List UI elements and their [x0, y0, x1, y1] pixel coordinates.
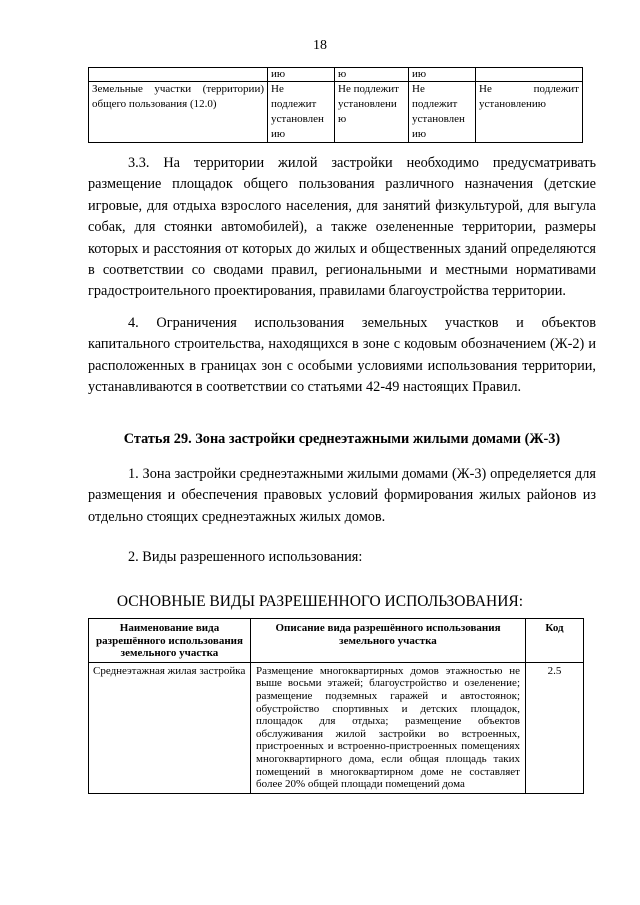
table-cell — [89, 68, 268, 82]
paragraph-4: 4. Ограничения использования земельных участков и объектов капитального строительства, находящихся в зоне с кодовым обозначением (Ж-2) и расположенных в границах зон с особыми условиями использования территории, устанавливаются в соответствии со статьями 42-49 настоящих Правил. — [88, 315, 596, 396]
header-code: Код — [526, 619, 584, 663]
table-cell — [476, 68, 583, 82]
uses-table — [88, 618, 584, 794]
table-cell: Не подлежит установлен ию — [409, 82, 476, 143]
continued-table — [88, 67, 583, 143]
table-cell: Не подлежит установлен ию — [268, 82, 335, 143]
paragraph-1: 1. Зона застройки среднеэтажными жилыми домами (Ж-3) определяется для размещения и обеспечения правовых условий формирования жилых районов из отдельно стоящих среднеэтажных жилых домов. — [88, 466, 596, 525]
table-cell: Не подлежит установлени ю — [335, 82, 409, 143]
header-name: Наименование вида разрешённого использования земельного участка — [89, 619, 251, 663]
page-number: 18 — [313, 38, 327, 53]
table-cell-name: Земельные участки (территории) общего пользования (12.0) — [89, 82, 268, 143]
table-row — [89, 82, 583, 143]
table-cell: Не подлежит установлению — [476, 82, 583, 143]
use-code: 2.5 — [526, 662, 584, 793]
table-cell: ию — [268, 68, 335, 82]
table-header-row — [89, 619, 584, 663]
table-row — [89, 68, 583, 82]
paragraph-2: 2. Виды разрешенного использования: — [128, 549, 363, 565]
table-cell: ю — [335, 68, 409, 82]
article-heading: Статья 29. Зона застройки среднеэтажными жилыми домами (Ж-3) — [123, 431, 561, 447]
section-title: ОСНОВНЫЕ ВИДЫ РАЗРЕШЕННОГО ИСПОЛЬЗОВАНИЯ: — [116, 593, 524, 610]
header-description: Описание вида разрешённого использования земельного участка — [251, 619, 526, 663]
paragraph-3-3: 3.3. На территории жилой застройки необходимо предусматривать размещение площадок общего пользования различного назначения (детские игровые, для отдыха взрослого населения, для занятий физкультурой, для выгула собак, для стоянки автомобилей), а также озелененные территории, размеры которых и расстояния от которых до жилых и общественных зданий определяются в соответствии со сводами правил, региональными и местными нормативами градостроительного проектирования, правилами благоустройства территории. — [88, 155, 596, 300]
use-description: Размещение многоквартирных домов этажностью не выше восьми этажей; благоустройство и озеленение; размещение подземных гаражей и автостоянок; обустройство спортивных и детских площадок, площадок для отдыха; размещение объектов обслуживания жилой застройки во встроенных, пристроенных и встроенно-пристроенных помещениях многоквартирного дома, если общая площадь таких помещений в многоквартирном доме не составляет более 20% общей площади помещений дома — [251, 662, 526, 793]
use-name: Среднеэтажная жилая застройка — [89, 662, 251, 793]
table-cell: ию — [409, 68, 476, 82]
table-row — [89, 662, 584, 793]
